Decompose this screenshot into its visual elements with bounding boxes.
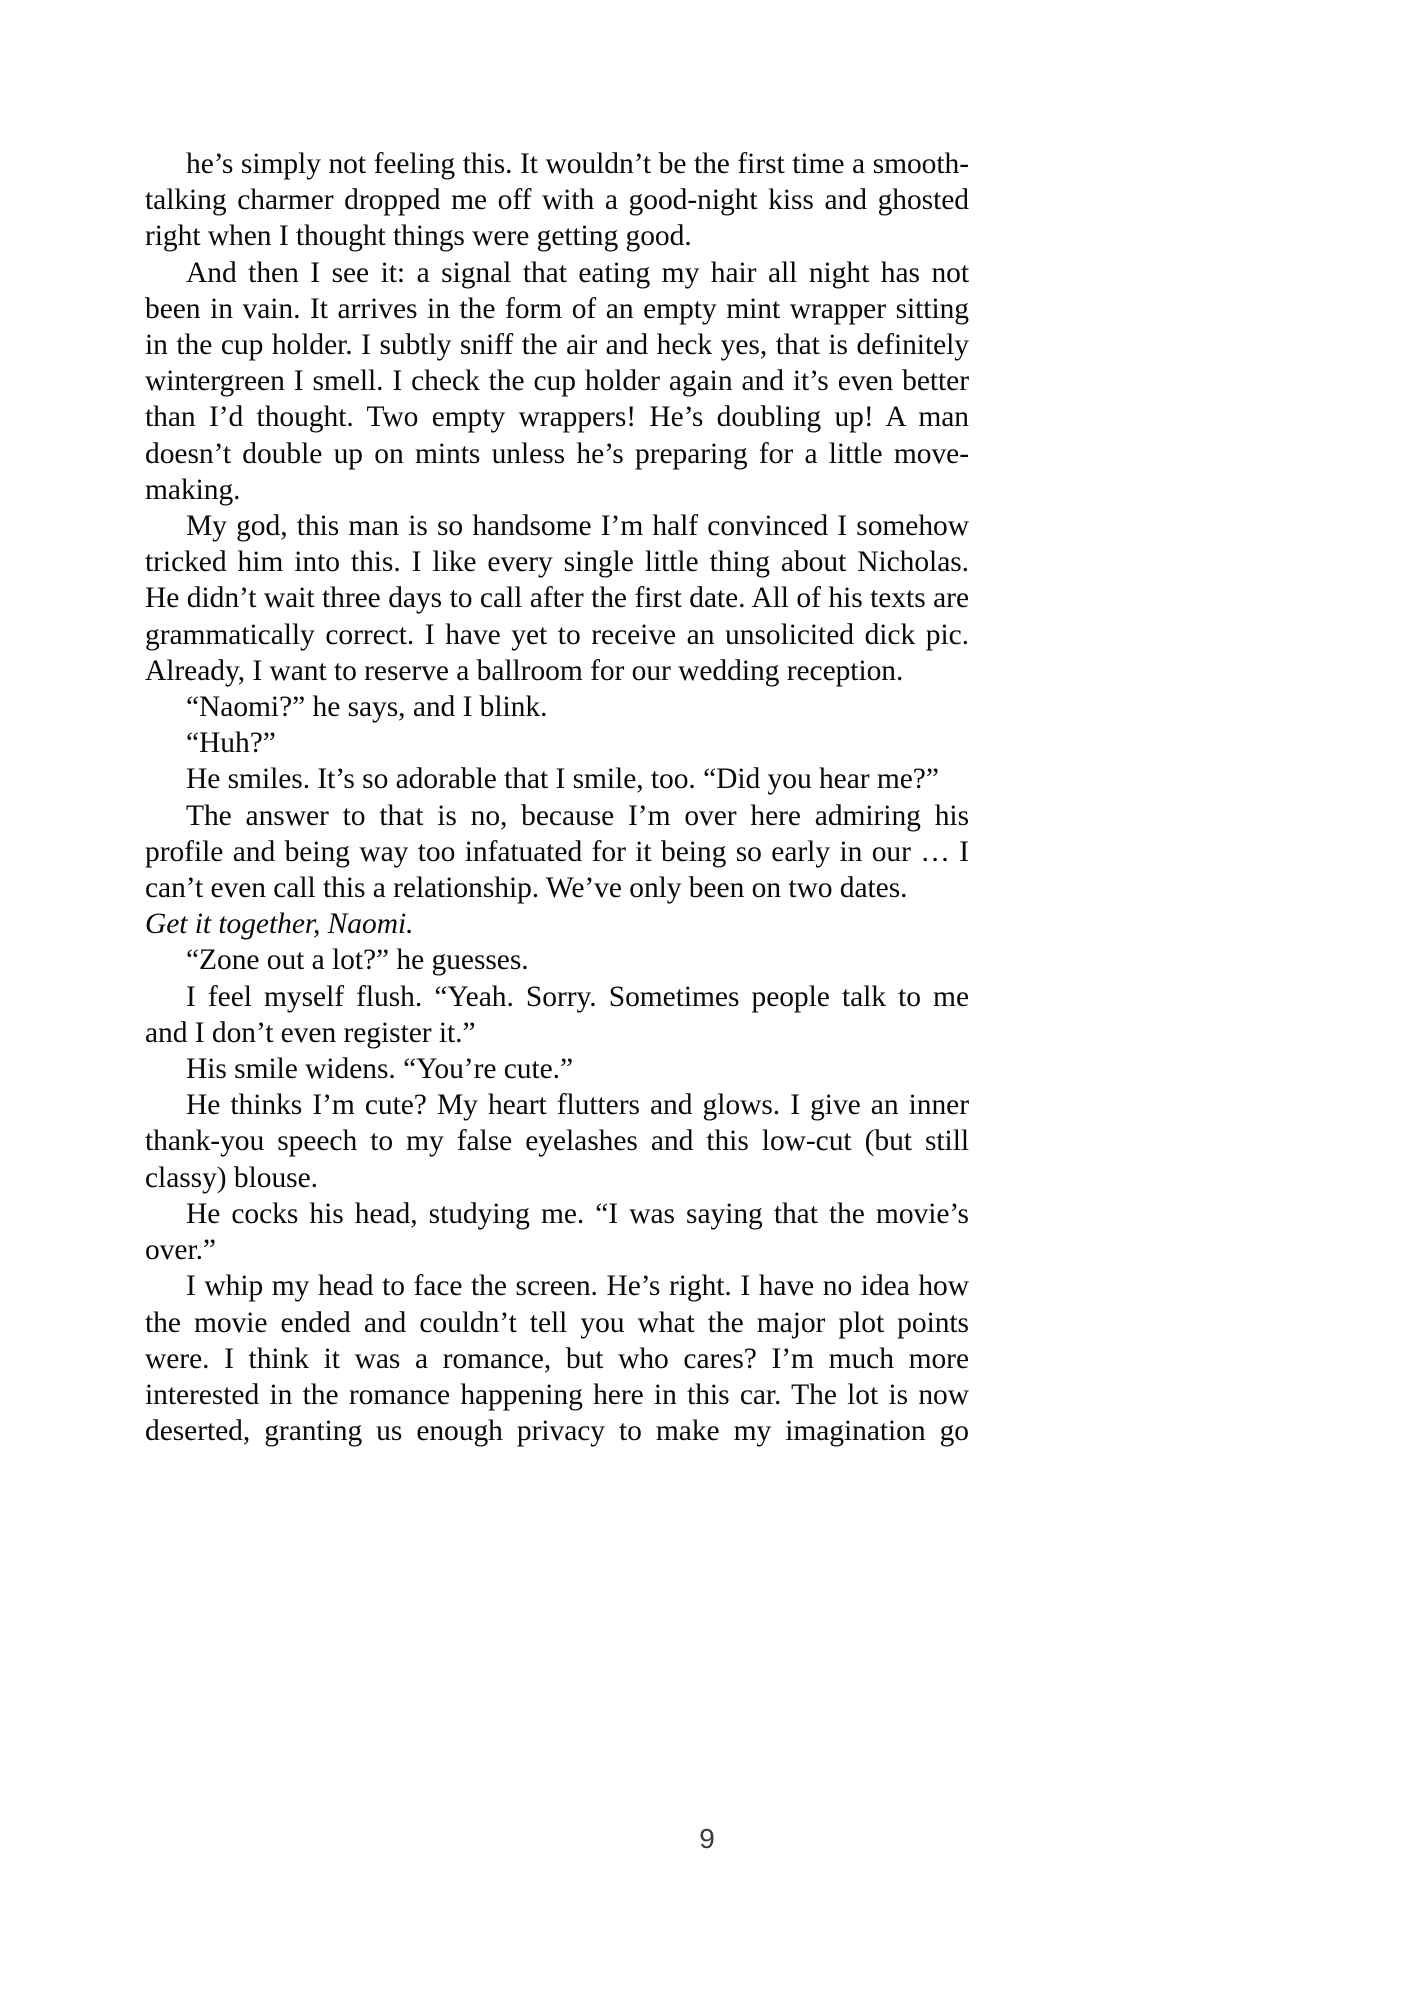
- paragraph: And then I see it: a signal that eating my hair all night has not been in vain. It arrives in the form of an empty mint wrapper sitting in the cup holder. I subtly sniff the air and heck yes, that is definitely wintergreen I smell. I check the cup holder again and it’s even better than I’d thought. Two empty wrappers! He’s doubling up! A man doesn’t double up on mints unless he’s preparing for a little move-making.: [145, 256, 969, 506]
- paragraph: I whip my head to face the screen. He’s right. I have no idea how the movie ended and couldn’t tell you what the major plot points were. I think it was a romance, but who cares? I’m much more interested in the romance happening here in this car. The lot is now deserted, granting us enough privacy to make my imagination go: [145, 1270, 969, 1448]
- paragraph: The answer to that is no, because I’m over here admiring his profile and being way too infatuated for it being so early in our … I can’t even call this a relationship. We’ve only been on two dates.: [145, 799, 969, 905]
- page-text-block: [145, 146, 969, 1449]
- paragraph: “Huh?”: [186, 727, 276, 760]
- paragraph: he’s simply not feeling this. It wouldn’t be the first time a smooth-talking charmer dropped me off with a good-night kiss and ghosted right when I thought things were getting good.: [145, 148, 969, 253]
- page-number: 9: [699, 1823, 715, 1854]
- paragraph: “Naomi?” he says, and I blink.: [186, 691, 548, 724]
- paragraph-italic-aside: Get it together, Naomi.: [145, 908, 414, 941]
- paragraph: My god, this man is so handsome I’m half convinced I somehow tricked him into this. I like every single little thing about Nicholas. He didn’t wait three days to call after the first date. All of his texts are grammatically correct. I have yet to receive an unsolicited dick pic. Already, I want to reserve a ballroom for our wedding reception.: [145, 510, 969, 687]
- paragraph: He smiles. It’s so adorable that I smile, too. “Did you hear me?”: [186, 763, 939, 796]
- paragraph: He thinks I’m cute? My heart flutters and glows. I give an inner thank-you speech to my false eyelashes and this low-cut (but still classy) blouse.: [145, 1089, 969, 1194]
- paragraph: I feel myself flush. “Yeah. Sorry. Sometimes people talk to me and I don’t even register it.”: [145, 980, 969, 1049]
- paragraph: “Zone out a lot?” he guesses.: [186, 944, 529, 977]
- paragraph: He cocks his head, studying me. “I was saying that the movie’s over.”: [145, 1197, 969, 1267]
- paragraph: His smile widens. “You’re cute.”: [186, 1053, 574, 1086]
